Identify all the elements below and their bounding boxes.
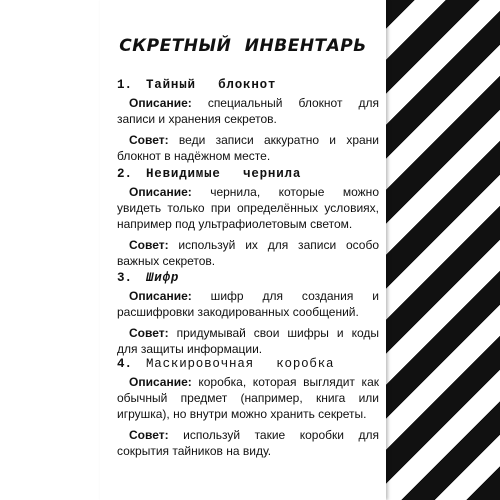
- item-tip: [117, 325, 379, 357]
- item-description: [117, 374, 379, 422]
- tip-label: Совет:: [129, 428, 169, 442]
- tip-text: придумывай свои шифры и коды для защиты информации.: [117, 326, 379, 356]
- item-number: 2.: [117, 167, 133, 181]
- description-label: Описание:: [129, 375, 192, 389]
- inventory-item-invisible-ink: [117, 166, 379, 274]
- tip-label: Совет:: [129, 133, 169, 147]
- tip-label: Совет:: [129, 326, 169, 340]
- item-name: Тайный блокнот: [146, 78, 277, 92]
- item-heading: [117, 166, 379, 182]
- tip-text: используй их для записи особо важных секретов.: [117, 238, 379, 268]
- description-label: Описание:: [129, 185, 192, 199]
- inventory-item-notebook: [117, 77, 379, 169]
- description-label: Описание:: [129, 289, 192, 303]
- tip-label: Совет:: [129, 238, 169, 252]
- item-heading: [117, 270, 379, 286]
- item-tip: [117, 132, 379, 164]
- item-number: 1.: [117, 78, 133, 92]
- page-title: СКРЕТНЫЙ ИНВЕНТАРЬ: [119, 36, 367, 56]
- item-number: 3.: [117, 271, 133, 285]
- item-name: Невидимые чернила: [146, 167, 302, 181]
- tip-text: веди записи аккуратно и храни блокнот в надёжном месте.: [117, 133, 379, 163]
- inventory-item-cipher: [117, 270, 379, 362]
- tip-text: используй такие коробки для сокрытия тайников на виду.: [117, 428, 379, 458]
- item-name: Шифр: [146, 271, 180, 285]
- item-tip: [117, 237, 379, 269]
- item-name: Маскировочная коробка: [146, 357, 335, 371]
- item-description: [117, 288, 379, 320]
- item-description: [117, 184, 379, 232]
- description-text: чернила, которые можно увидеть только при определённых условиях, например под ультрафиолетовым светом.: [117, 185, 379, 231]
- item-number: 4.: [117, 357, 133, 371]
- description-text: специальный блокнот для записи и хранения секретов.: [117, 96, 379, 126]
- description-text: шифр для создания и расшифровки закодированных сообщений.: [117, 289, 379, 319]
- striped-border-decoration: [386, 0, 500, 500]
- book-page: [100, 0, 386, 500]
- item-tip: [117, 427, 379, 459]
- description-label: Описание:: [129, 96, 192, 110]
- inventory-item-disguise-box: [117, 356, 379, 464]
- description-text: коробка, которая выглядит как обычный предмет (например, книга или игрушка), но внутри можно хранить секреты.: [117, 375, 379, 421]
- item-heading: [117, 356, 379, 372]
- item-description: [117, 95, 379, 127]
- item-heading: [117, 77, 379, 93]
